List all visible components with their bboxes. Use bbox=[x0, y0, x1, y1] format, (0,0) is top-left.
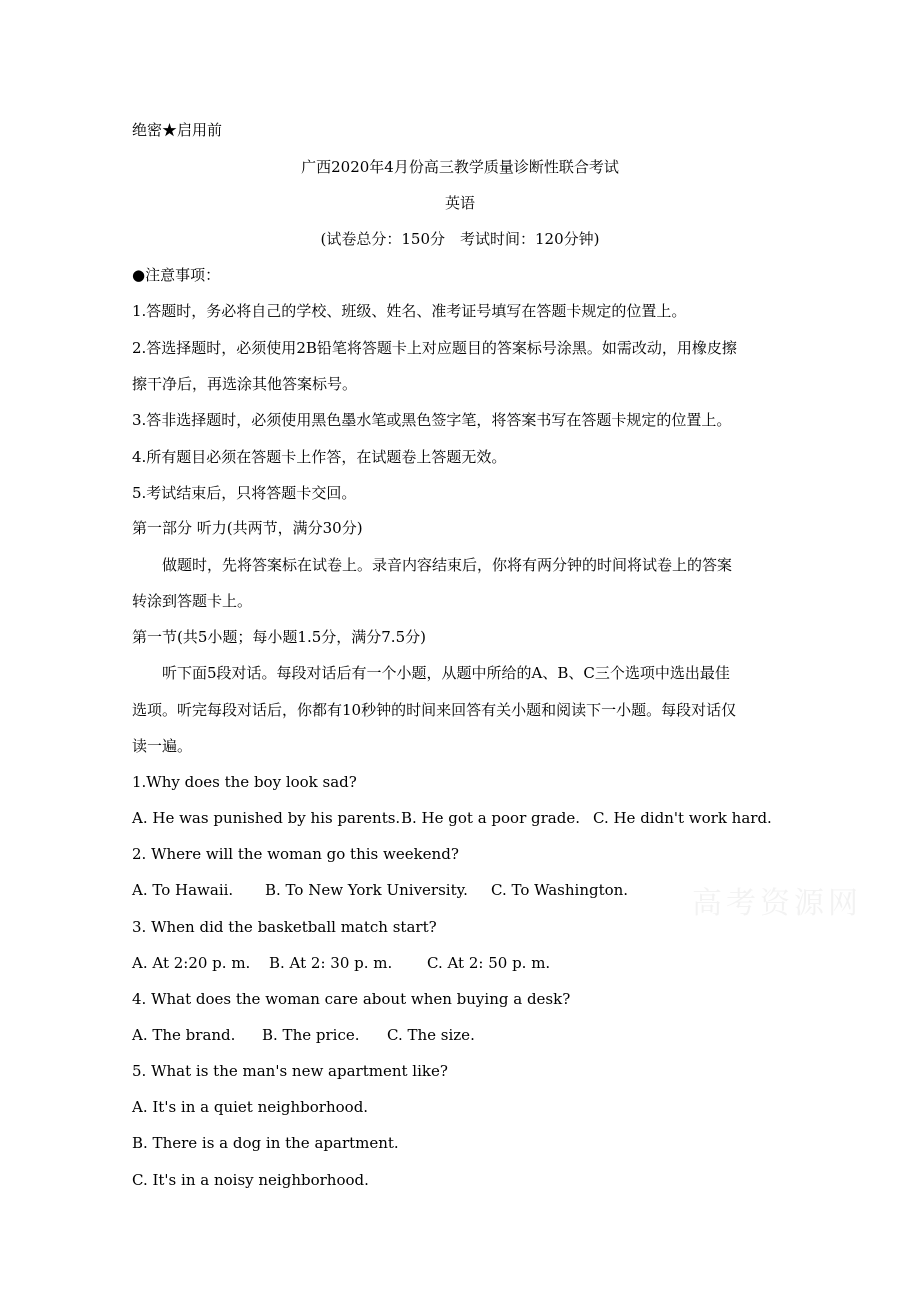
question-1: 1.Why does the boy look sad? bbox=[132, 773, 357, 791]
subject-title: 英语 bbox=[444, 194, 475, 212]
option-a: A. It's in a quiet neighborhood. bbox=[132, 1098, 369, 1116]
part1-instruction: 做题时，先将答案标在试卷上。录音内容结束后，你将有两分钟的时间将试卷上的答案 bbox=[162, 556, 733, 574]
option-b: B. He got a poor grade. bbox=[401, 809, 580, 827]
question-2: 2. Where will the woman go this weekend? bbox=[132, 845, 459, 863]
option-c: C. The size. bbox=[387, 1026, 475, 1044]
option-b: B. At 2: 30 p. m. bbox=[269, 954, 393, 972]
option-c: C. It's in a noisy neighborhood. bbox=[132, 1171, 369, 1189]
question-4: 4. What does the woman care about when buying a desk? bbox=[132, 990, 571, 1008]
note-item: 擦干净后，再选涂其他答案标号。 bbox=[132, 375, 358, 393]
exam-title: 广西2020年4月份高三教学质量诊断性联合考试 bbox=[301, 158, 619, 176]
section1-title: 第一节(共5小题；每小题1.5分，满分7.5分) bbox=[132, 628, 426, 646]
option-c: C. He didn't work hard. bbox=[593, 809, 772, 827]
note-item: 5.考试结束后，只将答题卡交回。 bbox=[132, 484, 357, 502]
part1-title: 第一部分 听力(共两节，满分30分) bbox=[132, 519, 363, 537]
option-c: C. To Washington. bbox=[491, 881, 629, 899]
note-item: 3.答非选择题时，必须使用黑色墨水笔或黑色签字笔，将答案书写在答题卡规定的位置上。 bbox=[132, 411, 732, 429]
option-b: B. There is a dog in the apartment. bbox=[132, 1134, 399, 1152]
option-a: A. At 2:20 p. m. bbox=[132, 954, 251, 972]
option-a: A. To Hawaii. bbox=[132, 881, 234, 899]
section1-instruction: 选项。听完每段对话后，你都有10秒钟的时间来回答有关小题和阅读下一小题。每段对话仅 bbox=[132, 701, 737, 719]
note-item: 4.所有题目必须在答题卡上作答，在试题卷上答题无效。 bbox=[132, 448, 507, 466]
part1-instruction: 转涂到答题卡上。 bbox=[132, 592, 253, 610]
note-item: 1.答题时，务必将自己的学校、班级、姓名、准考证号填写在答题卡规定的位置上。 bbox=[132, 302, 687, 320]
option-a: A. The brand. bbox=[132, 1026, 236, 1044]
option-c: C. At 2: 50 p. m. bbox=[427, 954, 551, 972]
question-5: 5. What is the man's new apartment like? bbox=[132, 1062, 448, 1080]
watermark: 高考资源网 bbox=[692, 886, 862, 921]
section1-instruction: 听下面5段对话。每段对话后有一个小题，从题中所给的A、B、C三个选项中选出最佳 bbox=[162, 664, 730, 682]
option-b: B. To New York University. bbox=[265, 881, 468, 899]
exam-info: (试卷总分：150分 考试时间：120分钟) bbox=[320, 230, 600, 248]
note-item: 2.答选择题时，必须使用2B铅笔将答题卡上对应题目的答案标号涂黑。如需改动，用橡皮擦 bbox=[132, 339, 737, 357]
section1-instruction: 读一遍。 bbox=[132, 737, 193, 755]
notes-heading: ●注意事项： bbox=[132, 266, 221, 284]
secret-label: 绝密★启用前 bbox=[132, 121, 223, 139]
question-3: 3. When did the basketball match start? bbox=[132, 918, 437, 936]
option-b: B. The price. bbox=[262, 1026, 360, 1044]
option-a: A. He was punished by his parents. bbox=[132, 809, 401, 827]
